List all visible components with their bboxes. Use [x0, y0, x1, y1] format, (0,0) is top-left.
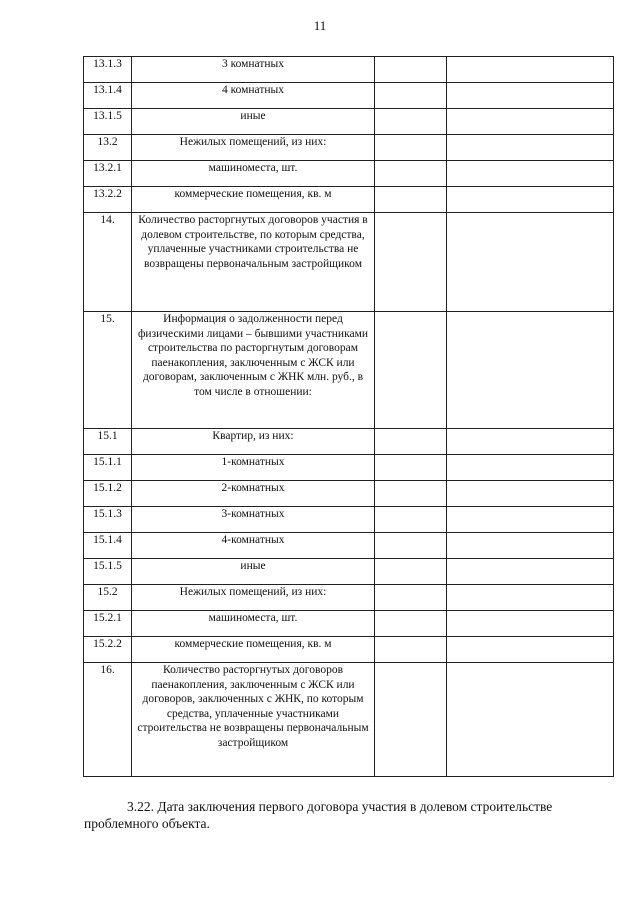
table-row — [84, 187, 614, 213]
empty-cell — [375, 455, 447, 481]
row-label: 3 комнатных — [132, 57, 375, 83]
empty-cell — [447, 637, 614, 663]
row-number: 15.1.3 — [84, 507, 132, 533]
row-label: 2-комнатных — [132, 481, 375, 507]
row-label: Нежилых помещений, из них: — [132, 585, 375, 611]
empty-cell — [447, 559, 614, 585]
data-table — [83, 56, 614, 777]
empty-cell — [447, 611, 614, 637]
paragraph-line: 3.22. Дата заключения первого договора участия в долевом строительстве — [127, 799, 553, 814]
empty-cell — [447, 429, 614, 455]
empty-cell — [447, 312, 614, 429]
empty-cell — [375, 135, 447, 161]
row-number: 13.2.1 — [84, 161, 132, 187]
table-row — [84, 57, 614, 83]
empty-cell — [447, 585, 614, 611]
table-row — [84, 559, 614, 585]
empty-cell — [447, 83, 614, 109]
empty-cell — [375, 611, 447, 637]
row-label: машиноместа, шт. — [132, 161, 375, 187]
row-number: 14. — [84, 213, 132, 312]
row-label: коммерческие помещения, кв. м — [132, 637, 375, 663]
row-number: 13.1.5 — [84, 109, 132, 135]
empty-cell — [447, 57, 614, 83]
empty-cell — [447, 533, 614, 559]
row-number: 15.2 — [84, 585, 132, 611]
empty-cell — [375, 312, 447, 429]
row-number: 13.1.3 — [84, 57, 132, 83]
table-row — [84, 109, 614, 135]
row-label: Количество расторгнутых договоров паенакопления, заключенным с ЖСК или договоров, заключенных с ЖНК, по которым средства, уплаченные участниками строительства не возвращены первоначальным застройщиком — [132, 663, 375, 777]
row-label: 3-комнатных — [132, 507, 375, 533]
row-label: 4 комнатных — [132, 83, 375, 109]
empty-cell — [447, 507, 614, 533]
table-row — [84, 161, 614, 187]
empty-cell — [375, 161, 447, 187]
row-label: иные — [132, 109, 375, 135]
row-number: 13.2.2 — [84, 187, 132, 213]
row-label: Квартир, из них: — [132, 429, 375, 455]
row-number: 13.1.4 — [84, 83, 132, 109]
table-row — [84, 637, 614, 663]
table-row — [84, 83, 614, 109]
empty-cell — [375, 559, 447, 585]
row-number: 15.1.2 — [84, 481, 132, 507]
empty-cell — [447, 109, 614, 135]
empty-cell — [375, 109, 447, 135]
empty-cell — [375, 637, 447, 663]
page-number: 11 — [313, 18, 327, 33]
empty-cell — [375, 663, 447, 777]
table-row — [84, 312, 614, 429]
empty-cell — [447, 187, 614, 213]
row-label: коммерческие помещения, кв. м — [132, 187, 375, 213]
row-label: 1-комнатных — [132, 455, 375, 481]
empty-cell — [375, 585, 447, 611]
row-number: 16. — [84, 663, 132, 777]
table-row — [84, 663, 614, 777]
row-label: иные — [132, 559, 375, 585]
empty-cell — [447, 135, 614, 161]
empty-cell — [375, 57, 447, 83]
empty-cell — [447, 213, 614, 312]
table-row — [84, 533, 614, 559]
paragraph-line: проблемного объекта. — [84, 816, 210, 831]
empty-cell — [447, 481, 614, 507]
table-row — [84, 213, 614, 312]
table-row — [84, 611, 614, 637]
row-label: Количество расторгнутых договоров участия в долевом строительстве, по которым средства, уплаченные участниками строительства не возвращены первоначальным застройщиком — [132, 213, 375, 312]
empty-cell — [375, 187, 447, 213]
empty-cell — [375, 83, 447, 109]
table-row — [84, 135, 614, 161]
section-paragraph — [84, 798, 614, 832]
table-row — [84, 585, 614, 611]
empty-cell — [375, 213, 447, 312]
row-number: 15.1.1 — [84, 455, 132, 481]
row-number: 15. — [84, 312, 132, 429]
table-row — [84, 429, 614, 455]
empty-cell — [447, 455, 614, 481]
table-row — [84, 507, 614, 533]
row-label: Нежилых помещений, из них: — [132, 135, 375, 161]
row-label: 4-комнатных — [132, 533, 375, 559]
row-number: 15.1 — [84, 429, 132, 455]
empty-cell — [375, 481, 447, 507]
table-row — [84, 455, 614, 481]
row-number: 15.2.2 — [84, 637, 132, 663]
empty-cell — [375, 533, 447, 559]
row-label: Информация о задолженности перед физическими лицами – бывшими участниками строительства по расторгнутым договорам паенакопления, заключенным с ЖСК или договорам, заключенным с ЖНК млн. руб., в том числе в отношении: — [132, 312, 375, 429]
row-number: 13.2 — [84, 135, 132, 161]
row-number: 15.1.5 — [84, 559, 132, 585]
empty-cell — [447, 663, 614, 777]
empty-cell — [375, 507, 447, 533]
empty-cell — [447, 161, 614, 187]
empty-cell — [375, 429, 447, 455]
row-number: 15.2.1 — [84, 611, 132, 637]
row-number: 15.1.4 — [84, 533, 132, 559]
table-row — [84, 481, 614, 507]
row-label: машиноместа, шт. — [132, 611, 375, 637]
